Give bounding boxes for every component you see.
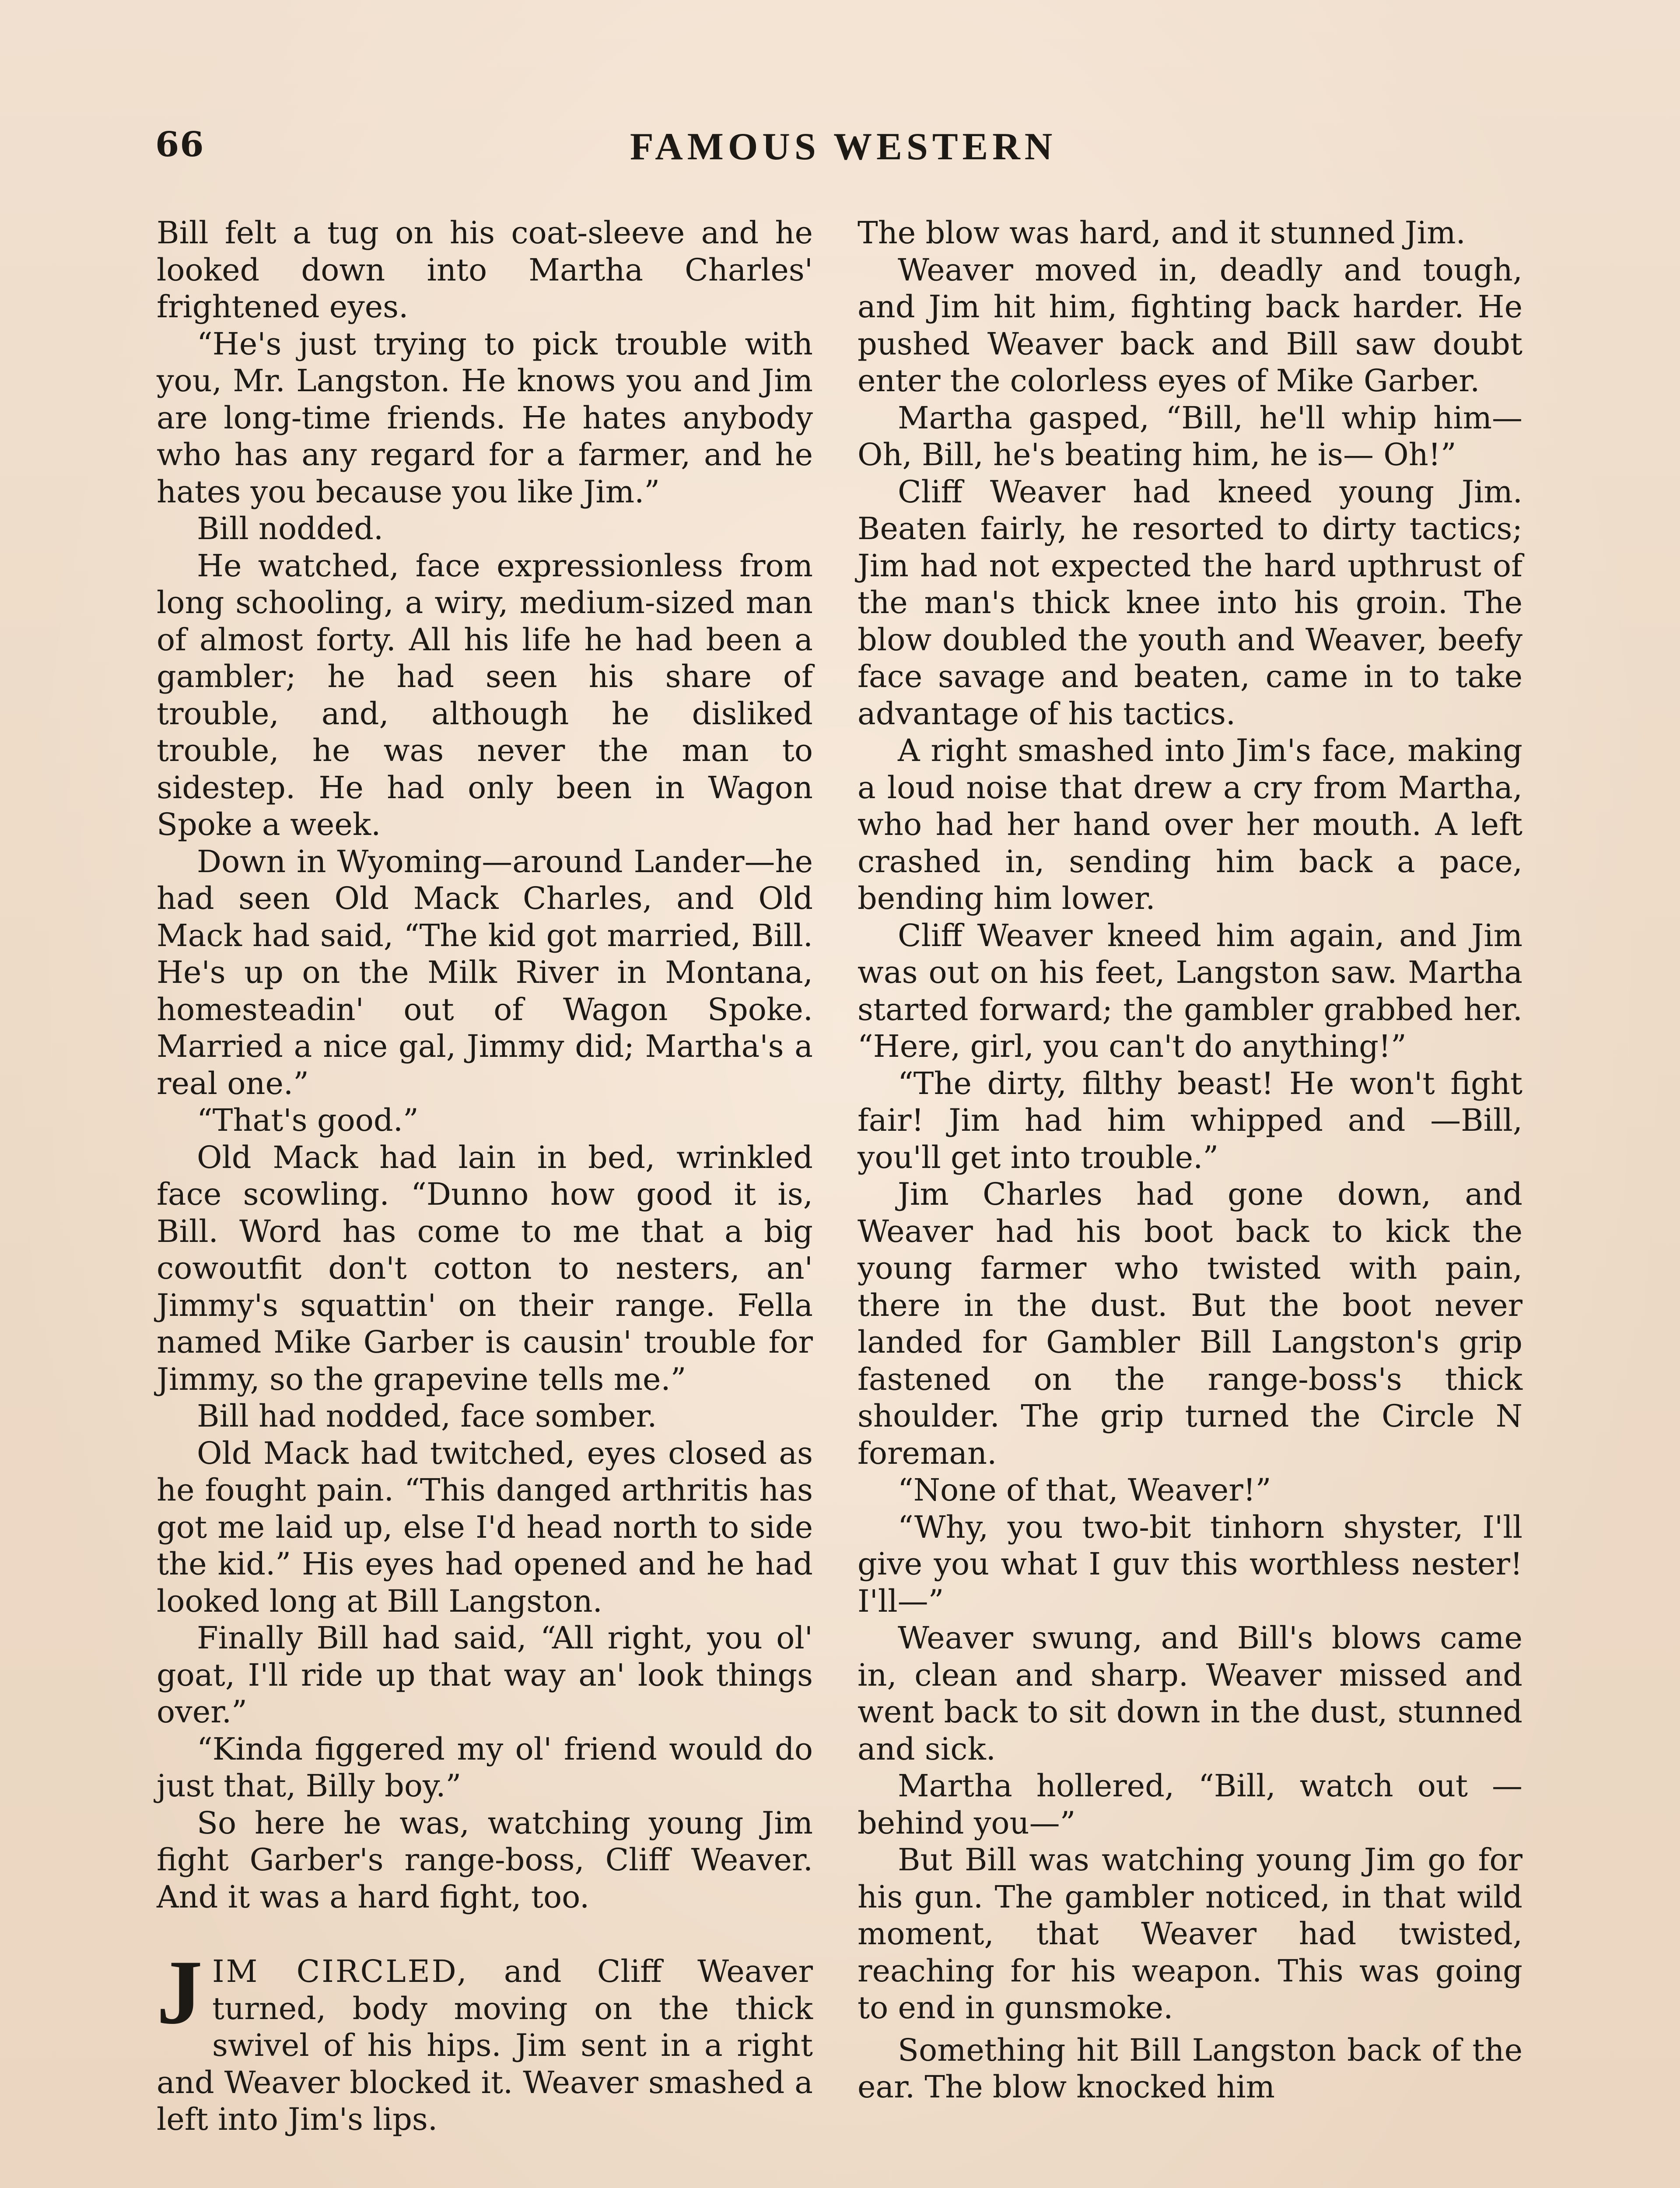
right-column xyxy=(858,214,1522,2106)
running-title: FAMOUS WESTERN xyxy=(630,126,1057,168)
paragraph: Weaver swung, and Bill's blows came in, clean and sharp. Weaver missed and went back to sit down in the dust, stunned and sick. xyxy=(858,1620,1522,1767)
section-opening-paragraph xyxy=(157,1942,813,2138)
page-header xyxy=(155,125,1529,177)
page-number: 66 xyxy=(155,125,205,165)
paragraph: “The dirty, filthy beast! He won't fight fair! Jim had him whipped and —Bill, you'll get into trouble.” xyxy=(858,1065,1522,1175)
paragraph: “Kinda figgered my ol' friend would do just that, Billy boy.” xyxy=(157,1731,813,1804)
paragraph: A right smashed into Jim's face, making a loud noise that drew a cry from Martha, who had her hand over her mouth. A left crashed in, sending him back a pace, bending him lower. xyxy=(858,733,1522,916)
paragraph: He watched, face expressionless from long schooling, a wiry, medium-sized man of almost forty. All his life he had been a gambler; he had seen his share of trouble, and, although he disliked trouble, he was never the man to sidestep. He had only been in Wagon Spoke a week. xyxy=(157,547,813,842)
drop-cap: J xyxy=(157,1942,203,2043)
paragraph: “That's good.” xyxy=(197,1102,419,1138)
paragraph: “He's just trying to pick trouble with you, Mr. Langston. He knows you and Jim are long-time friends. He hates anybody who has any regard for a farmer, and he hates you because you like Jim.” xyxy=(157,326,813,510)
section-lead-caps: IM CIRCLED, xyxy=(212,1953,469,1989)
paragraph: Something hit Bill Langston back of the ear. The blow knocked him xyxy=(858,2032,1522,2105)
paragraph: Bill felt a tug on his coat-sleeve and he looked down into Martha Charles' frightened eyes. xyxy=(157,215,813,325)
paragraph: Finally Bill had said, “All right, you ol' goat, I'll ride up that way an' look things over.” xyxy=(157,1620,813,1730)
paragraph: Jim Charles had gone down, and Weaver had his boot back to kick the young farmer who twisted with pain, there in the dust. But the boot never landed for Gambler Bill Langston's grip fastened on the range-boss's thick shoulder. The grip turned the Circle N foreman. xyxy=(858,1176,1522,1471)
paragraph: Bill had nodded, face somber. xyxy=(197,1398,657,1434)
paragraph: Cliff Weaver had kneed young Jim. Beaten fairly, he resorted to dirty tactics; Jim had not expected the hard upthrust of the man's thick knee into his groin. The blow doubled the youth and Weaver, beefy face savage and beaten, came in to take advantage of his tactics. xyxy=(858,473,1522,732)
paragraph: Cliff Weaver kneed him again, and Jim was out on his feet, Langston saw. Martha started forward; the gambler grabbed her. “Here, girl, you can't do anything!” xyxy=(858,917,1522,1064)
paragraph: Down in Wyoming—around Lander—he had seen Old Mack Charles, and Old Mack had said, “The kid got married, Bill. He's up on the Milk River in Montana, homesteadin' out of Wagon Spoke. Married a nice gal, Jimmy did; Martha's a real one.” xyxy=(157,843,813,1101)
paragraph: Bill nodded. xyxy=(197,511,384,547)
paragraph: But Bill was watching young Jim go for his gun. The gambler noticed, in that wild moment, that Weaver had twisted, reaching for his weapon. This was going to end in gunsmoke. xyxy=(858,1842,1522,2026)
paragraph: Weaver moved in, deadly and tough, and Jim hit him, fighting back harder. He pushed Weaver back and Bill saw doubt enter the colorless eyes of Mike Garber. xyxy=(858,252,1522,399)
section-lead-text: and Cliff Weaver turned, body moving on the thick swivel of his hips. Jim sent in a right and Weaver blocked it. Weaver smashed a left into Jim's lips. xyxy=(157,1953,813,2137)
paragraph: Old Mack had twitched, eyes closed as he fought pain. “This danged arthritis has got me laid up, else I'd head north to side the kid.” His eyes had opened and he had looked long at Bill Langston. xyxy=(157,1435,813,1619)
paragraph: “None of that, Weaver!” xyxy=(898,1472,1271,1508)
paragraph: Old Mack had lain in bed, wrinkled face scowling. “Dunno how good it is, Bill. Word has come to me that a big cowoutfit don't cotton to nesters, an' Jimmy's squattin' on their range. Fella named Mike Garber is causin' trouble for Jimmy, so the grapevine tells me.” xyxy=(157,1139,813,1397)
paragraph: “Why, you two-bit tinhorn shyster, I'll give you what I guv this worthless nester! I'll—” xyxy=(858,1509,1522,1619)
left-column xyxy=(157,214,813,2138)
paragraph: The blow was hard, and it stunned Jim. xyxy=(858,215,1466,251)
paragraph: Martha hollered, “Bill, watch out —behind you—” xyxy=(858,1768,1522,1841)
paragraph: So here he was, watching young Jim fight Garber's range-boss, Cliff Weaver. And it was a hard fight, too. xyxy=(157,1805,813,1915)
paragraph: Martha gasped, “Bill, he'll whip him— Oh, Bill, he's beating him, he is— Oh!” xyxy=(858,400,1522,473)
